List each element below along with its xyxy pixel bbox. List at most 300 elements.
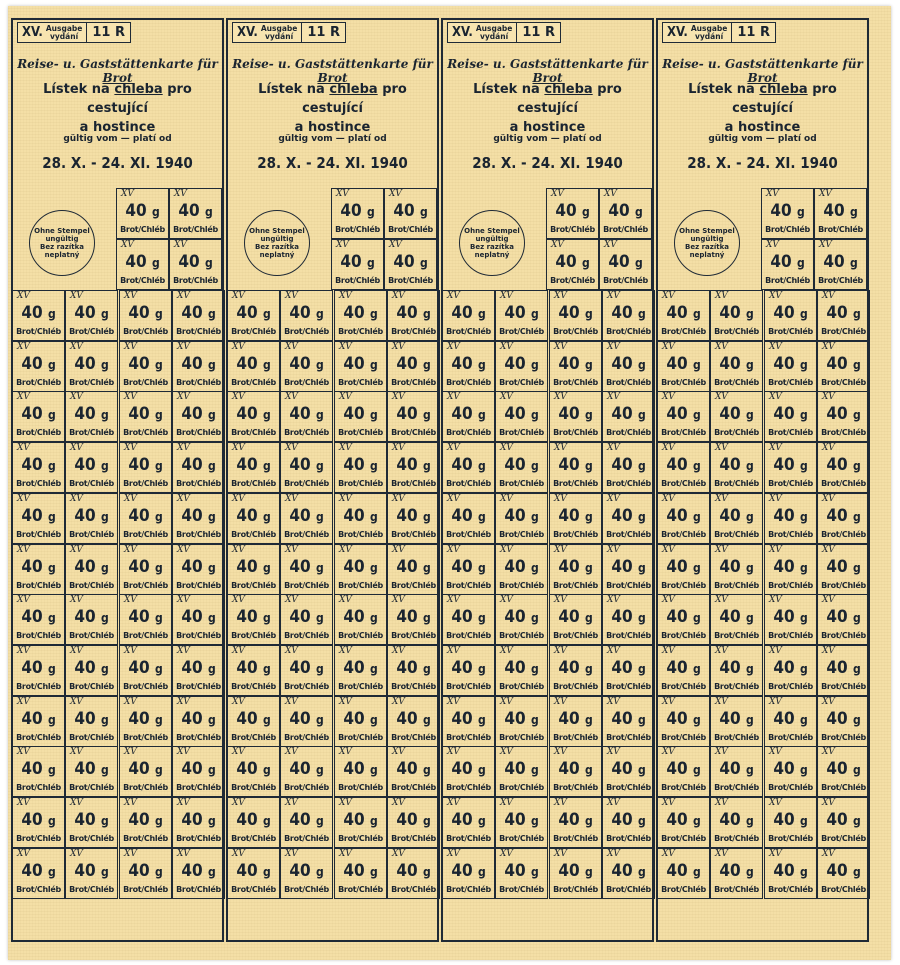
coupon-series: XV: [177, 341, 190, 352]
bread-coupon[interactable]: [280, 746, 333, 797]
bread-coupon[interactable]: [119, 442, 172, 493]
bread-coupon[interactable]: [280, 848, 333, 899]
bread-coupon[interactable]: [546, 188, 599, 239]
bread-coupon[interactable]: [119, 594, 172, 645]
bread-coupon[interactable]: [172, 391, 225, 442]
coupon-amount: [711, 455, 762, 475]
coupon-unit: g: [692, 864, 701, 879]
bread-coupon[interactable]: [549, 645, 602, 696]
title-czech: [658, 80, 867, 137]
bread-coupon[interactable]: [387, 391, 440, 442]
bread-coupon[interactable]: [602, 848, 655, 899]
bread-coupon[interactable]: [387, 493, 440, 544]
bread-coupon[interactable]: [764, 696, 817, 747]
coupon-unit: g: [369, 509, 378, 524]
coupon-unit: g: [634, 256, 643, 270]
bread-coupon[interactable]: [119, 645, 172, 696]
bread-coupon[interactable]: [65, 645, 118, 696]
coupon-series: XV: [604, 189, 617, 199]
bread-coupon[interactable]: [710, 797, 763, 848]
bread-coupon[interactable]: [549, 797, 602, 848]
coupon-series: XV: [822, 493, 835, 504]
coupon-amount: [281, 354, 332, 374]
bread-coupon[interactable]: [657, 290, 710, 341]
bread-coupon[interactable]: [710, 341, 763, 392]
bread-coupon[interactable]: [549, 391, 602, 442]
bread-coupon[interactable]: [280, 696, 333, 747]
coupon-series: XV: [285, 341, 298, 352]
coupon-amount: [765, 658, 816, 678]
bread-coupon[interactable]: [65, 341, 118, 392]
bread-coupon[interactable]: [495, 797, 548, 848]
title-czech-suffix: pro cestující: [517, 82, 622, 116]
bread-coupon[interactable]: [442, 341, 495, 392]
coupon-amount-value: 40: [181, 860, 203, 881]
bread-coupon[interactable]: [602, 797, 655, 848]
coupon-amount: [228, 810, 279, 830]
coupon-series: XV: [124, 392, 137, 403]
bread-coupon[interactable]: [172, 290, 225, 341]
bread-coupon[interactable]: [65, 594, 118, 645]
bread-coupon[interactable]: [12, 290, 65, 341]
bread-coupon[interactable]: [119, 341, 172, 392]
bread-coupon[interactable]: [280, 645, 333, 696]
coupon-series: XV: [769, 798, 782, 808]
bread-coupon[interactable]: [12, 746, 65, 797]
bread-coupon[interactable]: [334, 442, 387, 493]
bread-coupon[interactable]: [602, 493, 655, 544]
coupon-amount-value: 40: [181, 657, 203, 678]
coupon-amount: [388, 455, 439, 475]
bread-coupon[interactable]: [710, 645, 763, 696]
bread-coupon[interactable]: [657, 594, 710, 645]
bread-coupon[interactable]: [764, 848, 817, 899]
bread-coupon[interactable]: [280, 544, 333, 595]
coupon-amount: [658, 557, 709, 577]
coupon-label: Brot/Chléb: [714, 631, 759, 641]
bread-coupon[interactable]: [119, 493, 172, 544]
bread-coupon[interactable]: [817, 645, 870, 696]
bread-coupon[interactable]: [65, 746, 118, 797]
coupon-amount-value: 40: [823, 252, 845, 272]
coupon-unit: g: [207, 712, 216, 727]
coupon-label: Brot/Chléb: [553, 681, 598, 691]
coupon-series: XV: [822, 291, 835, 301]
coupon-amount: [815, 201, 866, 221]
bread-coupon[interactable]: [334, 544, 387, 595]
bread-coupon[interactable]: [761, 239, 814, 290]
bread-coupon[interactable]: [817, 544, 870, 595]
coupon-series: XV: [177, 443, 190, 454]
bread-coupon[interactable]: [764, 797, 817, 848]
bread-coupon[interactable]: [710, 391, 763, 442]
coupon-series: XV: [339, 544, 352, 555]
coupon-unit: g: [100, 509, 109, 524]
bread-coupon[interactable]: [549, 442, 602, 493]
bread-coupon[interactable]: [657, 442, 710, 493]
bread-coupon[interactable]: [602, 442, 655, 493]
bread-coupon[interactable]: [817, 848, 870, 899]
bread-coupon[interactable]: [657, 797, 710, 848]
coupon-unit: g: [799, 814, 808, 828]
bread-coupon[interactable]: [387, 341, 440, 392]
bread-coupon[interactable]: [12, 341, 65, 392]
bread-coupon[interactable]: [12, 442, 65, 493]
bread-coupon[interactable]: [549, 544, 602, 595]
bread-coupon[interactable]: [657, 848, 710, 899]
stamp-text: Bez razítka: [685, 243, 729, 251]
bread-coupon[interactable]: [12, 391, 65, 442]
bread-coupon[interactable]: [65, 391, 118, 442]
coupon-series: XV: [715, 595, 728, 606]
bread-coupon[interactable]: [710, 696, 763, 747]
bread-coupon[interactable]: [817, 797, 870, 848]
coupon-label: Brot/Chléb: [176, 327, 221, 336]
bread-coupon[interactable]: [817, 442, 870, 493]
coupon-amount-value: 40: [128, 607, 150, 628]
coupon-label: Brot/Chléb: [768, 428, 813, 438]
bread-coupon[interactable]: [227, 848, 280, 899]
bread-coupon[interactable]: [710, 442, 763, 493]
coupon-unit: g: [369, 712, 378, 727]
bread-coupon[interactable]: [331, 188, 384, 239]
coupon-amount-value: 40: [21, 505, 43, 526]
bread-coupon[interactable]: [280, 797, 333, 848]
bread-coupon[interactable]: [495, 848, 548, 899]
bread-coupon[interactable]: [334, 696, 387, 747]
bread-coupon[interactable]: [602, 645, 655, 696]
bread-coupon[interactable]: [12, 848, 65, 899]
coupon-label: Brot/Chléb: [499, 327, 544, 336]
bread-coupon[interactable]: [169, 188, 222, 239]
coupon-amount: [66, 810, 117, 830]
bread-coupon[interactable]: [280, 391, 333, 442]
bread-coupon[interactable]: [12, 493, 65, 544]
bread-coupon[interactable]: [280, 493, 333, 544]
bread-coupon[interactable]: [116, 188, 169, 239]
bread-coupon[interactable]: [495, 746, 548, 797]
bread-coupon[interactable]: [280, 594, 333, 645]
bread-coupon[interactable]: [119, 746, 172, 797]
bread-coupon[interactable]: [387, 696, 440, 747]
bread-coupon[interactable]: [657, 391, 710, 442]
coupon-label: Brot/Chléb: [284, 681, 329, 691]
coupon-series: XV: [554, 544, 567, 555]
coupon-unit: g: [477, 712, 486, 727]
bread-coupon[interactable]: [764, 391, 817, 442]
coupon-unit: g: [207, 408, 216, 423]
bread-coupon[interactable]: [172, 696, 225, 747]
coupon-series: XV: [339, 493, 352, 504]
coupon-amount: [550, 810, 601, 830]
bread-coupon[interactable]: [710, 544, 763, 595]
bread-coupon[interactable]: [334, 594, 387, 645]
coupon-amount-value: 40: [451, 759, 473, 780]
coupon-amount: [120, 709, 171, 729]
bread-coupon[interactable]: [657, 746, 710, 797]
coupon-unit: g: [262, 661, 271, 676]
bread-coupon[interactable]: [764, 645, 817, 696]
bread-coupon[interactable]: [442, 797, 495, 848]
bread-coupon[interactable]: [334, 290, 387, 341]
bread-coupon[interactable]: [442, 848, 495, 899]
bread-coupon[interactable]: [602, 696, 655, 747]
bread-coupon[interactable]: [817, 696, 870, 747]
bread-coupon[interactable]: [495, 594, 548, 645]
bread-coupon[interactable]: [549, 594, 602, 645]
bread-coupon[interactable]: [119, 391, 172, 442]
bread-coupon[interactable]: [657, 544, 710, 595]
bread-coupon[interactable]: [227, 797, 280, 848]
bread-coupon[interactable]: [280, 290, 333, 341]
bread-coupon[interactable]: [442, 645, 495, 696]
coupon-unit: g: [262, 560, 271, 575]
coupon-amount: [66, 709, 117, 729]
bread-coupon[interactable]: [387, 442, 440, 493]
coupon-unit: g: [422, 509, 431, 524]
bread-coupon[interactable]: [764, 493, 817, 544]
coupon-series: XV: [70, 544, 83, 555]
bread-coupon[interactable]: [387, 594, 440, 645]
bread-coupon[interactable]: [657, 493, 710, 544]
bread-coupon[interactable]: [172, 493, 225, 544]
coupon-label: Brot/Chléb: [768, 834, 813, 843]
bread-coupon[interactable]: [602, 341, 655, 392]
bread-coupon[interactable]: [442, 391, 495, 442]
bread-coupon[interactable]: [764, 746, 817, 797]
bread-coupon[interactable]: [227, 696, 280, 747]
coupon-series: XV: [177, 392, 190, 403]
bread-coupon[interactable]: [602, 544, 655, 595]
bread-coupon[interactable]: [227, 493, 280, 544]
bread-coupon[interactable]: [442, 493, 495, 544]
bread-coupon[interactable]: [710, 746, 763, 797]
bread-coupon[interactable]: [442, 544, 495, 595]
bread-coupon[interactable]: [172, 797, 225, 848]
bread-coupon[interactable]: [657, 696, 710, 747]
bread-coupon[interactable]: [602, 391, 655, 442]
bread-coupon[interactable]: [119, 544, 172, 595]
bread-coupon[interactable]: [657, 645, 710, 696]
coupon-label: Brot/Chléb: [553, 479, 598, 489]
bread-coupon[interactable]: [12, 544, 65, 595]
bread-coupon[interactable]: [227, 341, 280, 392]
bread-coupon[interactable]: [172, 594, 225, 645]
bread-coupon[interactable]: [764, 290, 817, 341]
coupon-amount: [120, 658, 171, 678]
bread-coupon[interactable]: [227, 645, 280, 696]
coupon-amount-value: 40: [236, 607, 258, 628]
bread-coupon[interactable]: [549, 696, 602, 747]
coupon-amount: [388, 607, 439, 627]
bread-coupon[interactable]: [817, 391, 870, 442]
bread-coupon[interactable]: [12, 645, 65, 696]
bread-coupon[interactable]: [495, 645, 548, 696]
bread-coupon[interactable]: [495, 341, 548, 392]
coupon-label: Brot/Chléb: [123, 732, 168, 742]
bread-coupon[interactable]: [227, 544, 280, 595]
bread-coupon[interactable]: [334, 493, 387, 544]
bread-coupon[interactable]: [227, 594, 280, 645]
coupon-amount-value: 40: [826, 455, 848, 476]
coupon-label: Brot/Chléb: [176, 377, 221, 387]
bread-coupon[interactable]: [119, 797, 172, 848]
bread-coupon[interactable]: [549, 848, 602, 899]
bread-coupon[interactable]: [442, 442, 495, 493]
bread-coupon[interactable]: [172, 341, 225, 392]
bread-coupon[interactable]: [764, 341, 817, 392]
coupon-amount: [603, 709, 654, 729]
coupon-label: Brot/Chléb: [120, 276, 165, 285]
coupon-series: XV: [822, 595, 835, 606]
bread-coupon[interactable]: [280, 341, 333, 392]
coupon-series: XV: [822, 645, 835, 656]
coupon-unit: g: [692, 357, 701, 372]
bread-coupon[interactable]: [172, 442, 225, 493]
bread-coupon[interactable]: [334, 341, 387, 392]
coupon-label: Brot/Chléb: [391, 834, 436, 843]
bread-coupon[interactable]: [384, 239, 437, 290]
bread-coupon[interactable]: [495, 290, 548, 341]
coupon-amount: [496, 506, 547, 526]
bread-coupon[interactable]: [227, 442, 280, 493]
coupon-amount: [385, 252, 436, 272]
coupon-amount-value: 40: [236, 404, 258, 425]
bread-coupon[interactable]: [442, 290, 495, 341]
coupon-label: Brot/Chléb: [550, 276, 595, 285]
coupon-amount-value: 40: [719, 657, 741, 678]
bread-coupon[interactable]: [761, 188, 814, 239]
bread-coupon[interactable]: [817, 746, 870, 797]
bread-coupon[interactable]: [549, 290, 602, 341]
bread-coupon[interactable]: [495, 544, 548, 595]
bread-coupon[interactable]: [710, 493, 763, 544]
bread-coupon[interactable]: [119, 290, 172, 341]
bread-coupon[interactable]: [549, 493, 602, 544]
coupon-series: XV: [124, 544, 137, 555]
bread-coupon[interactable]: [602, 746, 655, 797]
bread-coupon[interactable]: [334, 746, 387, 797]
coupon-amount-value: 40: [236, 657, 258, 678]
bread-coupon[interactable]: [280, 442, 333, 493]
bread-coupon[interactable]: [331, 239, 384, 290]
coupon-label: Brot/Chléb: [606, 327, 651, 336]
bread-coupon[interactable]: [65, 290, 118, 341]
coupon-label: Brot/Chléb: [176, 428, 221, 438]
bread-coupon[interactable]: [817, 341, 870, 392]
bread-coupon[interactable]: [334, 797, 387, 848]
coupon-amount: [228, 759, 279, 779]
coupon-label: Brot/Chléb: [499, 884, 544, 894]
bread-coupon[interactable]: [172, 645, 225, 696]
bread-coupon[interactable]: [599, 239, 652, 290]
coupon-amount: [818, 354, 869, 374]
bread-coupon[interactable]: [119, 696, 172, 747]
coupon-amount: [120, 354, 171, 374]
bread-coupon[interactable]: [387, 746, 440, 797]
bread-coupon[interactable]: [814, 239, 867, 290]
bread-coupon[interactable]: [12, 594, 65, 645]
coupon-series: XV: [447, 443, 460, 454]
coupon-unit: g: [692, 611, 701, 626]
bread-coupon[interactable]: [172, 848, 225, 899]
bread-coupon[interactable]: [12, 696, 65, 747]
bread-coupon[interactable]: [387, 544, 440, 595]
bread-coupon[interactable]: [65, 493, 118, 544]
bread-coupon[interactable]: [169, 239, 222, 290]
bread-coupon[interactable]: [119, 848, 172, 899]
bread-coupon[interactable]: [657, 341, 710, 392]
bread-coupon[interactable]: [710, 594, 763, 645]
bread-coupon[interactable]: [442, 746, 495, 797]
bread-coupon[interactable]: [384, 188, 437, 239]
coupon-label: Brot/Chléb: [69, 377, 114, 387]
bread-coupon[interactable]: [172, 746, 225, 797]
bread-coupon[interactable]: [817, 594, 870, 645]
bread-coupon[interactable]: [227, 746, 280, 797]
bread-coupon[interactable]: [710, 848, 763, 899]
bread-coupon[interactable]: [12, 797, 65, 848]
bread-coupon[interactable]: [602, 290, 655, 341]
bread-coupon[interactable]: [116, 239, 169, 290]
coupon-amount-value: 40: [719, 455, 741, 476]
coupon-amount: [120, 303, 171, 323]
bread-coupon[interactable]: [495, 696, 548, 747]
coupon-amount-value: 40: [128, 505, 150, 526]
bread-coupon[interactable]: [599, 188, 652, 239]
coupon-label: Brot/Chléb: [714, 580, 759, 590]
bread-coupon[interactable]: [764, 442, 817, 493]
bread-coupon[interactable]: [387, 290, 440, 341]
bread-coupon[interactable]: [549, 341, 602, 392]
bread-coupon[interactable]: [549, 746, 602, 797]
bread-coupon[interactable]: [602, 594, 655, 645]
bread-coupon[interactable]: [546, 239, 599, 290]
bread-coupon[interactable]: [817, 290, 870, 341]
bread-coupon[interactable]: [495, 442, 548, 493]
bread-coupon[interactable]: [764, 594, 817, 645]
bread-coupon[interactable]: [65, 442, 118, 493]
coupon-amount: [603, 861, 654, 881]
bread-coupon[interactable]: [710, 290, 763, 341]
bread-coupon[interactable]: [227, 290, 280, 341]
bread-coupon[interactable]: [442, 696, 495, 747]
bread-coupon[interactable]: [172, 544, 225, 595]
coupon-amount: [603, 354, 654, 374]
bread-coupon[interactable]: [65, 544, 118, 595]
bread-coupon[interactable]: [495, 391, 548, 442]
coupon-amount-value: 40: [21, 708, 43, 729]
coupon-series: XV: [17, 747, 30, 758]
bread-coupon[interactable]: [764, 544, 817, 595]
bread-coupon[interactable]: [65, 696, 118, 747]
bread-coupon[interactable]: [334, 391, 387, 442]
bread-coupon[interactable]: [817, 493, 870, 544]
bread-coupon[interactable]: [495, 493, 548, 544]
coupon-amount-value: 40: [558, 860, 580, 881]
coupon-unit: g: [47, 763, 56, 778]
bread-coupon[interactable]: [334, 645, 387, 696]
bread-coupon[interactable]: [65, 797, 118, 848]
bread-coupon[interactable]: [442, 594, 495, 645]
bread-coupon[interactable]: [227, 391, 280, 442]
bread-coupon[interactable]: [387, 797, 440, 848]
bread-coupon[interactable]: [65, 848, 118, 899]
bread-coupon[interactable]: [334, 848, 387, 899]
bread-coupon[interactable]: [387, 848, 440, 899]
bread-coupon[interactable]: [814, 188, 867, 239]
bread-coupon[interactable]: [387, 645, 440, 696]
